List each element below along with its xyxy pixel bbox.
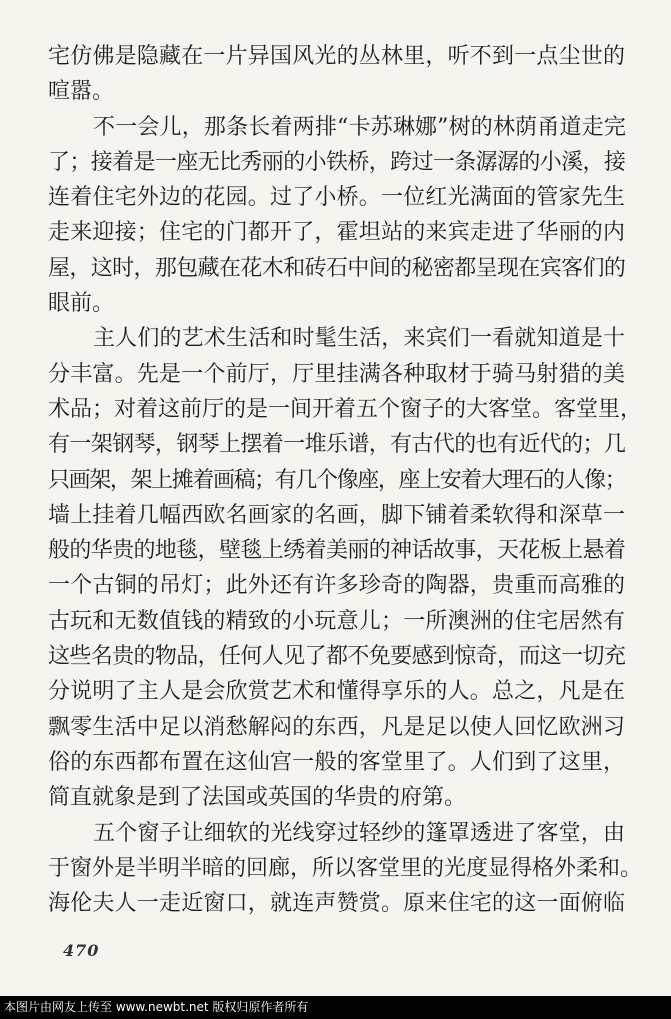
text-line: 般的华贵的地毯，壁毯上绣着美丽的神话故事，天花板上悬着 bbox=[48, 538, 625, 564]
text-line: 有一架钢琴，钢琴上摆着一堆乐谱，有古代的也有近代的；几 bbox=[48, 432, 625, 458]
text-line: 于窗外是半明半暗的回廊，所以客堂里的光度显得格外柔和。 bbox=[48, 855, 643, 881]
text-line: 了；接着是一座无比秀丽的小铁桥，跨过一条潺潺的小溪，接 bbox=[48, 149, 625, 175]
text-line: 飘零生活中足以消愁解闷的东西，凡是足以使人回忆欧洲习 bbox=[48, 714, 625, 740]
text-line: 喧嚣。 bbox=[48, 79, 115, 105]
text-line: 简直就象是到了法国或英国的华贵的府第。 bbox=[48, 785, 467, 811]
text-line: 分丰富。先是一个前厅，厅里挂满各种取材于骑马射猎的美 bbox=[48, 361, 625, 387]
text-line: 五个窗子让细软的光线穿过轻纱的篷罩透进了客堂，由 bbox=[93, 820, 625, 846]
text-line: 术品；对着这前厅的是一间开着五个窗子的大客堂。客堂里， bbox=[48, 396, 643, 422]
text-line: 只画架，架上摊着画稿；有几个像座，座上安着大理石的人像； bbox=[48, 467, 625, 493]
paragraph-3 bbox=[48, 321, 643, 815]
page-number: 470 bbox=[63, 941, 100, 960]
text-line: 一个古铜的吊灯；此外还有许多珍奇的陶器，贵重而高雅的 bbox=[48, 573, 625, 599]
text-line: 连着住宅外边的花园。过了小桥。一位红光满面的管家先生 bbox=[48, 185, 625, 211]
copyright-footer bbox=[0, 996, 671, 1019]
text-line: 墙上挂着几幅西欧名画家的名画，脚下铺着柔软得和深草一 bbox=[48, 502, 625, 528]
text-line: 屋，这时，那包藏在花木和砖石中间的秘密都呈现在宾客们的 bbox=[48, 255, 625, 281]
footer-notice: 本图片由网友上传至 www.newbt.net 版权归原作者所有 bbox=[4, 1000, 309, 1014]
text-line: 宅仿佛是隐藏在一片异国风光的丛林里，听不到一点尘世的 bbox=[48, 44, 625, 69]
text-line: 海伦夫人一走近窗口，就连声赞赏。原来住宅的这一面俯临 bbox=[48, 891, 625, 917]
text-line: 不一会儿，那条长着两排“卡苏琳娜”树的林荫甬道走完 bbox=[93, 114, 625, 140]
text-line: 古玩和无数值钱的精致的小玩意儿；一所澳洲的住宅居然有 bbox=[48, 608, 625, 634]
text-line: 这些名贵的物品，任何人见了都不免要感到惊奇，而这一切充 bbox=[48, 644, 625, 670]
text-line: 主人们的艺术生活和时髦生活，来宾们一看就知道是十 bbox=[93, 326, 625, 352]
text-line: 眼前。 bbox=[48, 291, 115, 317]
paragraph-1 bbox=[48, 39, 625, 110]
page-body-text bbox=[48, 39, 643, 921]
text-line: 分说明了主人是会欣赏艺术和懂得享乐的人。总之，凡是在 bbox=[48, 679, 625, 705]
paragraph-2 bbox=[48, 110, 625, 322]
text-line: 走来迎接；住宅的门都开了，霍坦站的来宾走进了华丽的内 bbox=[48, 220, 625, 246]
text-line: 俗的东西都布置在这仙宫一般的客堂里了。人们到了这里， bbox=[48, 749, 625, 775]
paragraph-4 bbox=[48, 816, 643, 922]
